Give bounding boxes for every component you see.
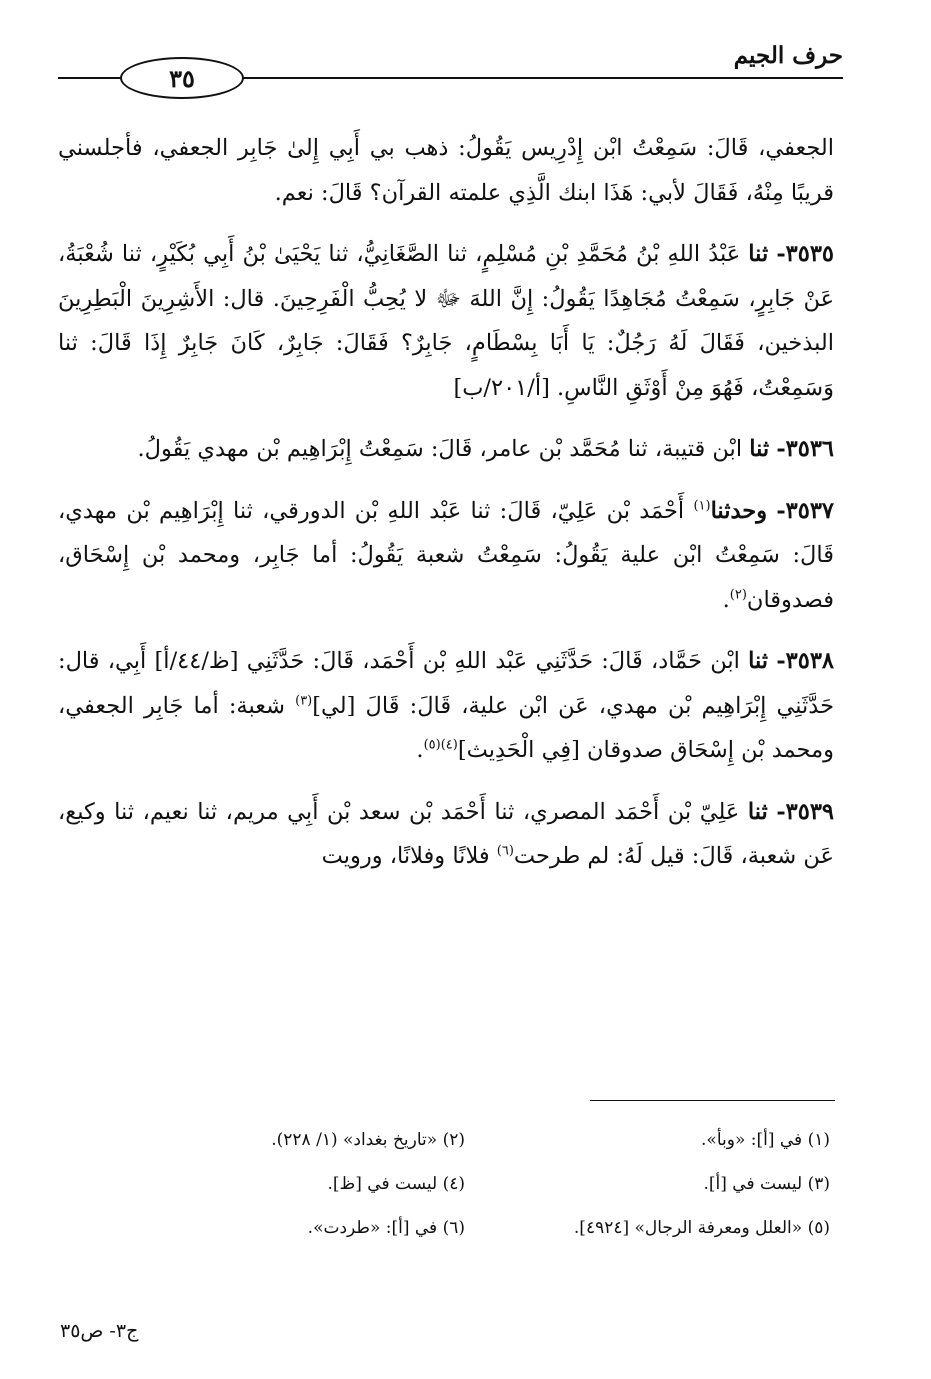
hadith-end: . bbox=[416, 737, 424, 763]
hadith-keyword: ثنا bbox=[748, 241, 769, 267]
hadith-number: ٣٥٣٩- bbox=[776, 798, 834, 825]
footnote-ref: (١) bbox=[693, 498, 711, 513]
footnote-6: (٦) في [أ]: «طردت». bbox=[307, 1218, 465, 1238]
hadith-text-continued: شعبة: أما جَابِر الجعفي، ومحمد بْن إِسْحَاق صدوقان [فِي الْحَدِيث] bbox=[58, 692, 834, 763]
footnote-ref: (٦) bbox=[496, 843, 514, 859]
hadith-text-continued: فلانًا وفلانًا، ورويت bbox=[321, 843, 490, 869]
hadith-text: أَحْمَد بْن عَلِيّ، قَالَ: ثنا عَبْد اللهِ بْن الدورقي، ثنا إِبْرَاهِيم بْن مهدي، قَالَ: سَمِعْتُ ابْن علية يَقُولُ: سَمِعْتُ شعبة يَقُولُ: أما جَابِر، ومحمد بْن إِسْحَاق، فصدوقان bbox=[58, 497, 834, 613]
footnotes bbox=[100, 1118, 830, 1250]
footnote-row bbox=[100, 1162, 830, 1206]
footnote-1: (١) في [أ]: «وبأ». bbox=[701, 1130, 830, 1150]
footnote-row bbox=[100, 1118, 830, 1162]
hadith-number: ٣٥٣٥- bbox=[776, 241, 834, 267]
hadith-3537 bbox=[58, 489, 834, 623]
footnote-row bbox=[100, 1206, 830, 1250]
footnote-rule bbox=[590, 1100, 835, 1101]
hadith-3536 bbox=[58, 427, 834, 472]
hadith-text: ابْن قتيبة، ثنا مُحَمَّد بْن عامر، قَالَ: سَمِعْتُ إِبْرَاهِيم بْن مهدي يَقُولُ. bbox=[137, 436, 743, 462]
footnote-2: (٢) «تاريخ بغداد» (١/ ٢٢٨). bbox=[271, 1130, 465, 1150]
hadith-keyword: وحدثنا bbox=[710, 497, 768, 524]
hadith-number: ٣٥٣٨- bbox=[776, 648, 834, 674]
hadith-text: عَبْدُ اللهِ بْنُ مُحَمَّدِ بْنِ مُسْلِمٍ، ثنا الصَّغَانِيُّ، ثنا يَحْيَىٰ بْنُ أَبِي بُكَيْرٍ، ثنا شُعْبَةُ، عَنْ جَابِرٍ، سَمِعْتُ مُجَاهِدًا يَقُولُ: إِنَّ اللهَ ﷻ لا يُحِبُّ الْفَرِحِينَ. قال: الأَشِرِينَ الْبَطِرِينَ البذخين، فَقَالَ لَهُ رَجُلٌ: يَا أَبَا بِسْطَامٍ، جَابِرٌ؟ فَقَالَ: جَابِرٌ، كَانَ جَابِرٌ إِذَا قَالَ: ثنا وَسَمِعْتُ، فَهُوَ مِنْ أَوْثَقِ النَّاسِ. [أ/٢٠١/ب] bbox=[58, 241, 834, 401]
hadith-end: . bbox=[722, 586, 730, 613]
footnote-4: (٤) ليست في [ظ]. bbox=[327, 1174, 465, 1194]
footnote-ref: (٢) bbox=[729, 587, 747, 602]
hadith-keyword: ثنا bbox=[749, 436, 770, 462]
volume-page-reference: ج٣- ص٣٥ bbox=[60, 1320, 139, 1342]
hadith-3539 bbox=[58, 790, 834, 879]
hadith-text: عَلِيّ بْن أَحْمَد المصري، ثنا أَحْمَد بْن سعد بْن أَبِي مريم، ثنا نعيم، ثنا وكيع، عَن شعبة، قَالَ: قيل لَهُ: لم طرحت bbox=[58, 798, 834, 869]
footnote-ref: (٤)(٥) bbox=[423, 737, 458, 753]
hadith-text: ابْن حَمَّاد، قَالَ: حَدَّثَنِي عَبْد اللهِ بْن أَحْمَد، قَالَ: حَدَّثَنِي [ظ/٤٤/أ] أَبِي، قال: حَدَّثَنِي إِبْرَاهِيم بْن مهدي، عَن ابْن علية، قَالَ: قَالَ [لي] bbox=[58, 648, 834, 719]
hadith-number: ٣٥٣٧- bbox=[776, 497, 835, 524]
page-number: ٣٥ bbox=[120, 57, 244, 99]
hadith-number: ٣٥٣٦- bbox=[776, 436, 834, 462]
paragraph-text: الجعفي، قَالَ: سَمِعْتُ ابْن إِدْرِيس يَقُولُ: ذهب بي أَبِي إِلىٰ جَابِر الجعفي، فأجلسني قريبًا مِنْهُ، فَقَالَ لأبي: هَذَا ابنك الَّذِي علمته القرآن؟ قَالَ: نعم. bbox=[58, 135, 834, 206]
footnote-ref: (٣) bbox=[295, 693, 313, 708]
footnote-5: (٥) «العلل ومعرفة الرجال» [٤٩٢٤]. bbox=[573, 1218, 830, 1238]
hadith-3538 bbox=[58, 639, 834, 773]
hadith-keyword: ثنا bbox=[747, 798, 768, 825]
paragraph-continuation bbox=[58, 126, 834, 215]
hadith-3535 bbox=[58, 232, 834, 410]
hadith-keyword: ثنا bbox=[748, 648, 769, 674]
body-text bbox=[58, 126, 834, 896]
footnote-3: (٣) ليست في [أ]. bbox=[703, 1174, 830, 1194]
chapter-title: حرف الجيم bbox=[733, 42, 843, 69]
page-header bbox=[58, 40, 843, 98]
